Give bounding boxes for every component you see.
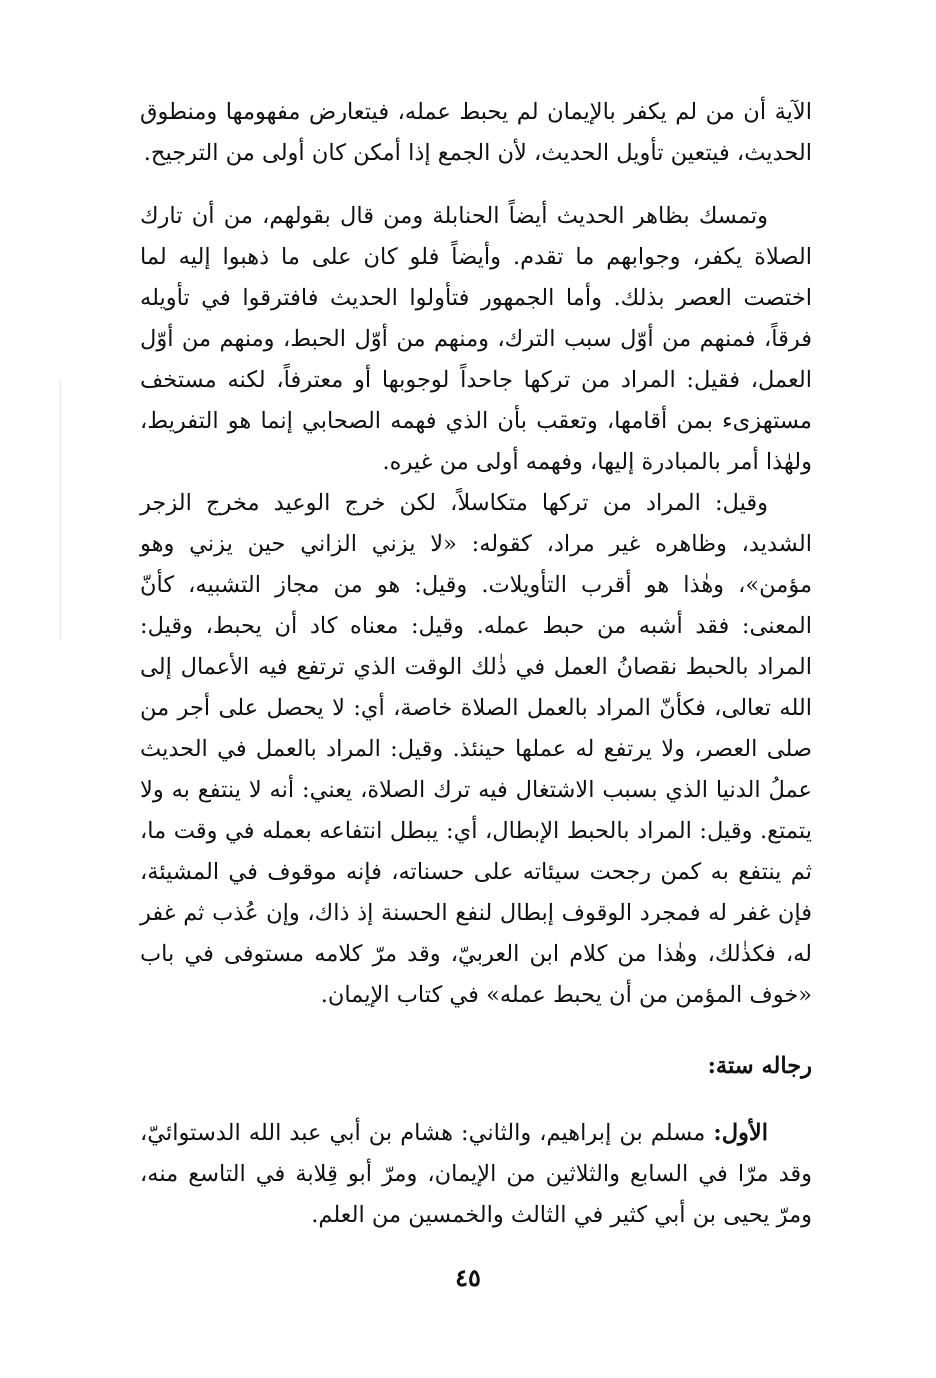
page-number: ٤٥ bbox=[455, 1263, 481, 1292]
paragraph-3: وقيل: المراد من تركها متكاسلاً، لكن خرج الوعيد مخرج الزجر الشديد، وظاهره غير مراد، كقوله: «لا يزني الزاني حين يزني وهو مؤمن»، وهٰذا هو أقرب التأويلات. وقيل: هو من مجاز التشبيه، كأنّ المعنى: فقد أشبه من حبط عمله. وقيل: معناه كاد أن يحبط، وقيل: المراد بالحبط نقصانُ العمل في ذٰلك الوقت الذي ترتفع فيه الأعمال إلى الله تعالى، فكأنّ المراد بالعمل الصلاة خاصة، أي: لا يحصل على أجر من صلى العصر، ولا يرتفع له عملها حينئذ. وقيل: المراد بالعمل في الحديث عملُ الدنيا الذي بسبب الاشتغال فيه ترك الصلاة، يعني: أنه لا ينتفع به ولا يتمتع. وقيل: المراد بالحبط الإبطال، أي: يبطل انتفاعه بعمله في وقت ما، ثم ينتفع به كمن رجحت سيئاته على حسناته، فإنه موقوف في المشيئة، فإن غفر له فمجرد الوقوف إبطال لنفع الحسنة إذ ذاك، وإن عُذب ثم غفر له، فكذٰلك، وهٰذا من كلام ابن العربيّ، وقد مرّ كلامه مستوفى في باب «خوف المؤمن من أن يحبط عمله» في كتاب الإيمان. bbox=[140, 490, 812, 1008]
paragraph-1: الآية أن من لم يكفر بالإيمان لم يحبط عمله، فيتعارض مفهومها ومنطوق الحديث، فيتعين تأويل الحديث، لأن الجمع إذا أمكن كان أولى من الترجيح. bbox=[140, 99, 812, 166]
paragraph-2: وتمسك بظاهر الحديث أيضاً الحنابلة ومن قال بقولهم، من أن تارك الصلاة يكفر، وجوابهم ما تقدم. وأيضاً فلو كان على ما ذهبوا إليه لما اختصت العصر بذلك. وأما الجمهور فتأولوا الحديث فافترقوا في تأويله فرقاً، فمنهم من أوّل سبب الترك، ومنهم من أوّل الحبط، ومنهم من أوّل العمل، فقيل: المراد من تركها جاحداً لوجوبها أو معترفاً، لكنه مستخف مستهزىء بمن أقامها، وتعقب بأن الذي فهمه الصحابي إنما هو التفريط، ولهٰذا أمر بالمبادرة إليها، وفهمه أولى من غيره. bbox=[140, 203, 812, 475]
scan-margin-line bbox=[60, 380, 61, 640]
paragraph-4-text: مسلم بن إبراهيم، والثاني: هشام بن أبي عبد الله الدستوائيّ، وقد مرّا في السابع والثلاثين من الإيمان، ومرّ أبو قِلابة في التاسع منه، ومرّ يحيى بن أبي كثير في الثالث والخمسين من العلم. bbox=[140, 1120, 812, 1228]
paragraph-4 bbox=[140, 1113, 812, 1236]
page-text-body bbox=[140, 92, 812, 1236]
paragraph-4-label: الأول: bbox=[713, 1120, 768, 1146]
section-heading: رجاله ستة: bbox=[707, 1053, 812, 1079]
